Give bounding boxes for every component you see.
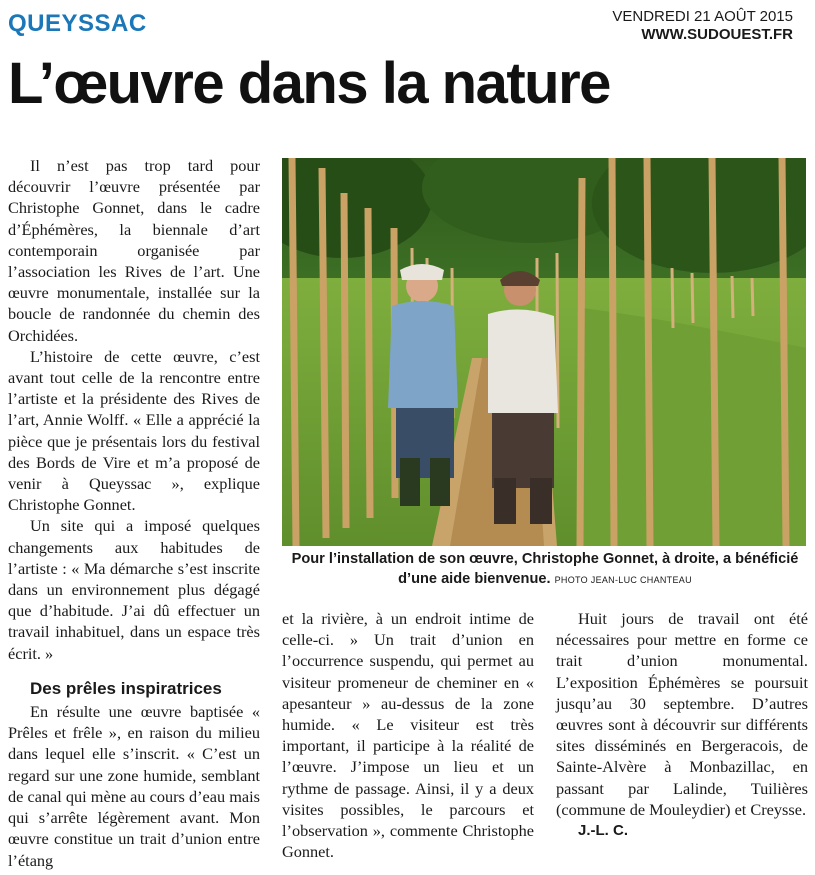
article-photo [282,158,806,546]
article-column-2 [282,608,534,862]
author-signature: J.-L. C. [578,822,629,840]
photo-artwork [282,158,806,546]
paragraph-continued: et la rivière, à un endroit intime de celle-ci. » Un trait d’union en l’occurrence suspendu, qui permet au visiteur promeneur de cheminer en « apesanteur » au-dessus de la zone humide. « Le visiteur est très important, il participe à la réalité de l’œuvre. J’impose un lieu et un rythme de passage. Ainsi, il y a deux visites possibles, le parcours et l’observation », commente Christophe Gonnet. [282,609,534,862]
article-column-3 [556,608,808,841]
headline: L’œuvre dans la nature [8,51,610,116]
website-link[interactable]: WWW.SUDOUEST.FR [641,26,793,43]
paragraph-closing: Huit jours de travail ont été nécessaires pour mettre en forme ce trait d’union monumental. L’exposition Éphémères se poursuit jusqu’au 30 septembre. D’autres œuvres sont à découvrir sur différents sites disséminés en Bergeracois, de Sainte-Alvère à Monbazillac, en passant par Lalinde, Tuilières (commune de Mouleydier) et Creysse. [556,609,808,819]
caption-text: Pour l’installation de son œuvre, Christophe Gonnet, à droite, a bénéficié d’une aide bienvenue. [291,551,799,587]
paragraph-work: En résulte une œuvre baptisée « Prêles et frêle », en raison du milieu dans lequel elle s’inscrit. « C’est un regard sur une zone humide, semblant de canal qui mène au cours d’eau mais qui s’arrête légèrement avant. Mon œuvre constitue un trait d’union entre l’étang [8,702,260,870]
photo-credit: PHOTO JEAN-LUC CHANTEAU [554,575,692,585]
paragraph-history: L’histoire de cette œuvre, c’est avant tout celle de la rencontre entre l’artiste et la présidente des Rives de l’art, Annie Wolff. « Elle a apprécié la pièce que je présentais lors du festival des Bords de Vire et m’a proposé de venir à Queyssac », explique Christophe Gonnet. [8,346,260,515]
photo-caption [282,549,808,590]
section-label: QUEYSSAC [8,10,147,37]
paragraph-intro: Il n’est pas trop tard pour découvrir l’œuvre présentée par Christophe Gonnet, dans le cadre d’Éphémères, la biennale d’art contemporain organisée par l’association les Rives de l’art. Une œuvre monumentale, installée sur la boucle de randonnée du chemin des Orchidées. [8,156,260,345]
paragraph-site: Un site qui a imposé quelques changements aux habitudes de l’artiste : « Ma démarche s’est inscrite dans un environnement plus dégagé que d’habitude. J’ai dû effectuer un travail inhabituel, dans un espace très écrit. » [8,516,260,663]
article-column-1 [8,155,260,871]
dateline [612,8,793,44]
subheading: Des prêles inspiratrices [30,678,222,698]
publication-date: VENDREDI 21 AOÛT 2015 [612,8,793,25]
